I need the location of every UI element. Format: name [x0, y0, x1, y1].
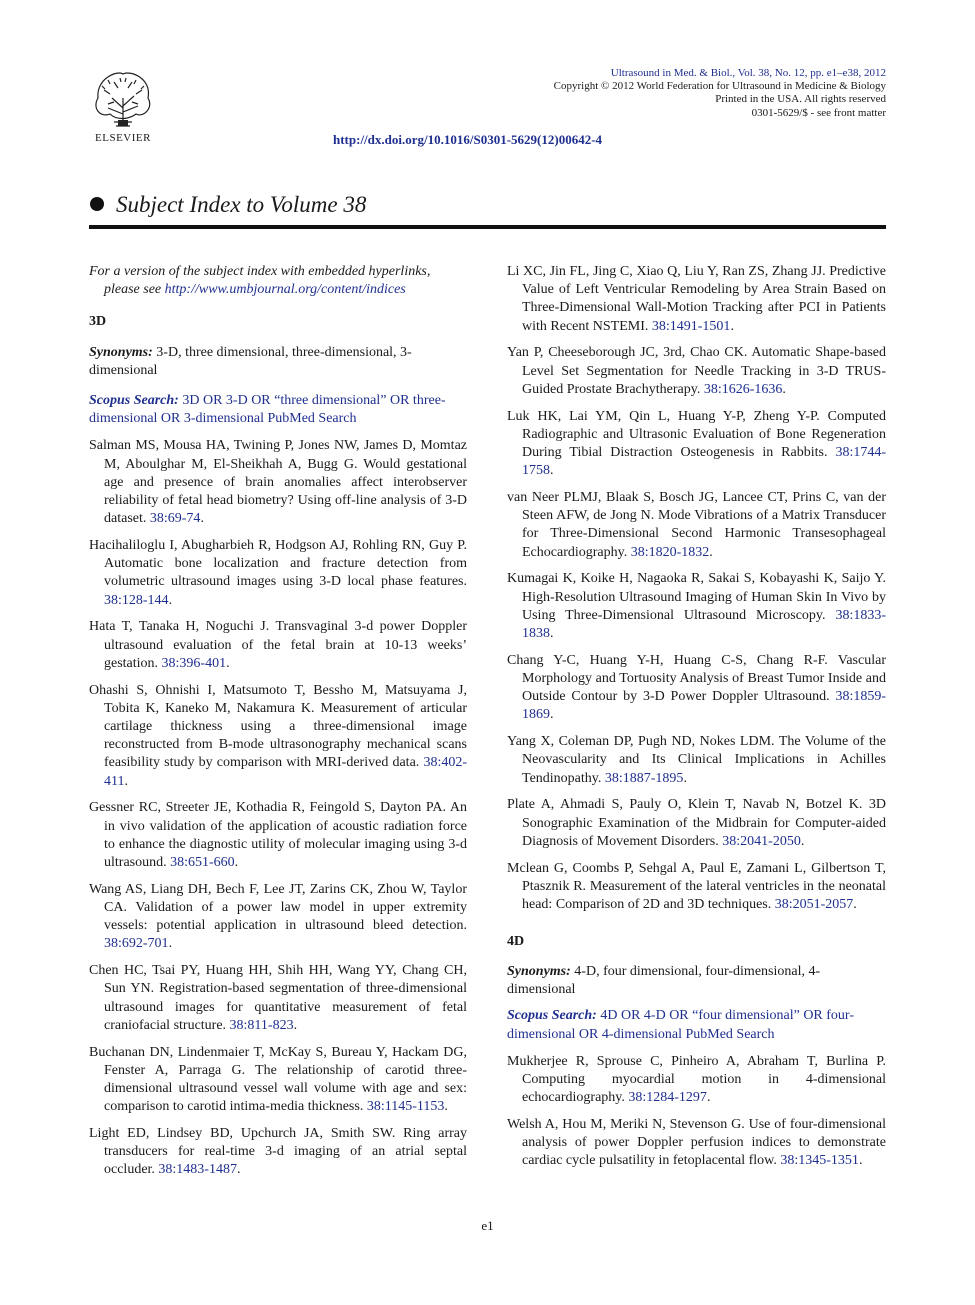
entry-reference-link[interactable]: 38:396-401: [161, 655, 227, 671]
entry-text: Hacihaliloglu I, Abugharbieh R, Hodgson AJ, Rohling RN, Guy P. Automatic bone localization and fracture detection from volumetric ultrasound images using 3-D local phase features.: [89, 538, 467, 590]
entry-text: Gessner RC, Streeter JE, Kothadia R, Feingold S, Dayton PA. An in vivo validation of the application of acoustic radiation force to enhance the diagnostic utility of molecular imaging using 3-d ultrasound.: [89, 800, 467, 871]
scopus-query: 4D OR 4-D OR “four dimensional” OR four-dimensional OR 4-dimensional PubMed Search: [507, 1008, 854, 1042]
entry-text: Wang AS, Liang DH, Bech F, Lee JT, Zarins CK, Zhou W, Taylor CA. Validation of a power law model in upper extremity vessels: potential application in ultrasound bleed detection.: [89, 881, 467, 934]
page-number: e1: [481, 1218, 494, 1233]
right-column: [507, 263, 886, 1179]
index-entry: Welsh A, Hou M, Meriki N, Stevenson G. Use of four-dimensional analysis of power Doppler perfusion indices to demonstrate cardiac cycle pulsatility in fetoplacental flow. 38:1345-1351.: [507, 1117, 886, 1169]
index-entry: Li XC, Jin FL, Jing C, Xiao Q, Liu Y, Ran ZS, Zhang JJ. Predictive Value of Left Ventricular Remodeling by Area Strain Based on Three-Dimensional Wall-Motion Tracking after PCI in Patients with Recent NSTEMI. 38:1491-1501.: [507, 264, 886, 334]
entry-text: Yang X, Coleman DP, Pugh ND, Nokes LDM. The Volume of the Neovascularity and Its Clinical Implications in Achilles Tendinopathy.: [507, 734, 886, 786]
entry-reference-link[interactable]: 38:1744-1758: [522, 445, 886, 479]
index-entry: Luk HK, Lai YM, Qin L, Huang Y-P, Zheng Y-P. Computed Radiographic and Ultrasonic Evaluation of Bone Regeneration During Tibial Distraction Osteogenesis in Rabbits. 38:1744-1758.: [507, 408, 886, 479]
entry-reference-link[interactable]: 38:1483-1487: [158, 1162, 237, 1178]
section-heading-3d: 3D: [89, 314, 107, 330]
index-entry: Mclean G, Coombs P, Sehgal A, Paul E, Zamani L, Gilbertson T, Ptasznik R. Measurement of the lateral ventricles in the neonatal head: Comparison of 2D and 3D techniques. 38:2051-2057.: [507, 860, 886, 913]
index-entry: Ohashi S, Ohnishi I, Matsumoto T, Bessho M, Matsuyama J, Tobita K, Kaneko M, Nakamura K. Measurement of articular cartilage thickness using a three-dimensional image reconstructed from B-mode ultrasonography mechanical scans feasibility study by comparison with MRI-derived data. 38:402-411.: [89, 682, 467, 789]
entry-text: Buchanan DN, Lindenmaier T, McKay S, Bureau Y, Hackam DG, Fenster A, Parraga G. The relationship of carotid three-dimensional ultrasound vessel wall volume with age and sex: comparison to carotid intima-media thickness.: [89, 1044, 467, 1115]
entry-reference-link[interactable]: 38:128-144: [104, 592, 169, 608]
issn-line: 0301-5629/$ - see front matter: [751, 106, 886, 119]
entry-text: Plate A, Ahmadi S, Pauly O, Klein T, Navab N, Botzel K. 3D Sonographic Examination of the Midbrain for Computer-aided Diagnosis of Movement Disorders.: [507, 797, 886, 849]
entry-text: Kumagai K, Koike H, Nagaoka R, Sakai S, Kobayashi K, Saijo Y. High-Resolution Ultrasound Imaging of Human Skin In Vivo by Using Three-Dimensional Ultrasound Microscopy.: [507, 571, 886, 623]
entry-reference-link[interactable]: 38:2051-2057: [774, 897, 854, 913]
entry-text: Chen HC, Tsai PY, Huang HH, Shih HH, Wang YY, Chang CH, Sun YN. Registration-based segmentation of three-dimensional ultrasound images for quantitative measurement of fetal craniofacial structure.: [89, 963, 467, 1033]
index-entry: Plate A, Ahmadi S, Pauly O, Klein T, Navab N, Botzel K. 3D Sonographic Examination of the Midbrain for Computer-aided Diagnosis of Movement Disorders. 38:2041-2050.: [507, 797, 886, 849]
entry-reference-link[interactable]: 38:1887-1895: [604, 770, 684, 786]
synonyms-3d: [89, 344, 467, 380]
entry-text: Salman MS, Mousa HA, Twining P, Jones NW, James D, Momtaz M, Aboulghar M, El-Sheikhah A, Bugg G. Would gestational age and presence of brain anomalies affect interobserver reliability of fetal head biometry? Using off-line analysis of 3-D dataset.: [89, 438, 467, 527]
entry-reference-link[interactable]: 38:1859-1869: [522, 689, 886, 723]
entry-text: Mclean G, Coombs P, Sehgal A, Paul E, Zamani L, Gilbertson T, Ptasznik R. Measurement of the lateral ventricles in the neonatal head: Comparison of 2D and 3D techniques.: [507, 860, 886, 913]
entry-list-3d-continued: [507, 263, 886, 914]
entry-text: Light ED, Lindsey BD, Upchurch JA, Smith SW. Ring array transducers for real-time 3-d imaging of an atrial septal occluder.: [89, 1126, 467, 1178]
intro-paragraph: [89, 263, 467, 299]
entry-reference-link[interactable]: 38:1284-1297: [628, 1090, 707, 1106]
entry-reference-link[interactable]: 38:402-411: [104, 755, 467, 789]
scopus-label: Scopus Search:: [507, 1008, 597, 1024]
index-entry: Buchanan DN, Lindenmaier T, McKay S, Bureau Y, Hackam DG, Fenster A, Parraga G. The relationship of carotid three-dimensional ultrasound vessel wall volume with age and sex: comparison to carotid intima-media thickness. 38:1145-1153.: [89, 1044, 467, 1115]
index-entry: Gessner RC, Streeter JE, Kothadia R, Feingold S, Dayton PA. An in vivo validation of the application of acoustic radiation force to enhance the diagnostic utility of molecular imaging using 3-d ultrasound. 38:651-660.: [89, 800, 467, 871]
entry-reference-link[interactable]: 38:1145-1153: [366, 1099, 445, 1115]
synonyms-text: 4-D, four dimensional, four-dimensional, 4-dimensional: [507, 964, 821, 998]
left-column: [89, 263, 467, 1188]
entry-reference-link[interactable]: 38:1833-1838: [522, 607, 886, 642]
entry-text: Hata T, Tanaka H, Noguchi J. Transvaginal 3-d power Doppler ultrasound evaluation of the fetal brain at 10-13 weeks’ gestation.: [89, 619, 467, 671]
synonyms-label: Synonyms:: [89, 344, 153, 360]
entry-reference-link[interactable]: 38:692-701: [104, 936, 169, 952]
journal-header: [554, 67, 886, 120]
entry-text: Welsh A, Hou M, Meriki N, Stevenson G. Use of four-dimensional analysis of power Doppler perfusion indices to demonstrate cardiac cycle pulsatility in fetoplacental flow.: [507, 1117, 886, 1169]
entry-list-4d: [507, 1053, 886, 1171]
entry-text: Yan P, Cheeseborough JC, 3rd, Chao CK. Automatic Shape-based Level Set Segmentation for Needle Tracking in 3-D TRUS-Guided Prostate Brachytherapy.: [507, 345, 886, 397]
entry-text: Ohashi S, Ohnishi I, Matsumoto T, Bessho M, Matsuyama J, Tobita K, Kaneko M, Nakamura K. Measurement of articular cartilage thickness using a three-dimensional image reconstructed from B-mode ultrasonography mechanical scans feasibility study by comparison with MRI-derived data.: [89, 682, 467, 771]
entry-text: Mukherjee R, Sprouse C, Pinheiro A, Abraham T, Burlina P. Computing myocardial motion in 4-dimensional echocardiography.: [507, 1053, 886, 1106]
entry-reference-link[interactable]: 38:1820-1832: [630, 544, 710, 560]
entry-list-3d: [89, 437, 467, 1179]
entry-reference-link[interactable]: 38:2041-2050: [722, 833, 801, 849]
index-entry: Yan P, Cheeseborough JC, 3rd, Chao CK. Automatic Shape-based Level Set Segmentation for Needle Tracking in 3-D TRUS-Guided Prostate Brachytherapy. 38:1626-1636.: [507, 345, 886, 397]
synonyms-label: Synonyms:: [507, 964, 571, 980]
entry-reference-link[interactable]: 38:1345-1351: [780, 1153, 859, 1169]
index-entry: Kumagai K, Koike H, Nagaoka R, Sakai S, Kobayashi K, Saijo Y. High-Resolution Ultrasound Imaging of Human Skin In Vivo by Using Three-Dimensional Ultrasound Microscopy. 38:1833-1838.: [507, 571, 886, 642]
index-entry: Chang Y-C, Huang Y-H, Huang C-S, Chang R-F. Vascular Morphology and Tortuosity Analysis of Breast Tumor Inside and Outside Contour by 3-D Power Doppler Ultrasound. 38:1859-1869.: [507, 652, 886, 723]
entry-text: van Neer PLMJ, Blaak S, Bosch JG, Lancee CT, Prins C, van der Steen AFW, de Jong N. Mode Vibrations of a Matrix Transducer for Three-Dimensional Second Harmonic Transesophageal Echocardiography.: [507, 490, 886, 560]
scopus-label: Scopus Search:: [89, 393, 179, 409]
indices-link[interactable]: http://www.umbjournal.org/content/indices: [164, 282, 406, 298]
synonyms-4d: [507, 963, 886, 999]
index-entry: Chen HC, Tsai PY, Huang HH, Shih HH, Wang YY, Chang CH, Sun YN. Registration-based segmentation of three-dimensional ultrasound images for quantitative measurement of fetal craniofacial structure. 38:811-823.: [89, 963, 467, 1033]
entry-reference-link[interactable]: 38:1491-1501: [651, 318, 731, 334]
index-entry: Mukherjee R, Sprouse C, Pinheiro A, Abraham T, Burlina P. Computing myocardial motion in 4-dimensional echocardiography. 38:1284-1297.: [507, 1053, 886, 1106]
index-entry: Yang X, Coleman DP, Pugh ND, Nokes LDM. The Volume of the Neovascularity and Its Clinical Implications in Achilles Tendinopathy. 38:1887-1895.: [507, 734, 886, 786]
doi-link[interactable]: http://dx.doi.org/10.1016/S0301-5629(12)00642-4: [333, 132, 603, 147]
entry-text: Luk HK, Lai YM, Qin L, Huang Y-P, Zheng Y-P. Computed Radiographic and Ultrasonic Evaluation of Bone Regeneration During Tibial Distraction Osteogenesis in Rabbits.: [507, 408, 886, 461]
index-entry: Hata T, Tanaka H, Noguchi J. Transvaginal 3-d power Doppler ultrasound evaluation of the fetal brain at 10-13 weeks’ gestation. 38:396-401.: [89, 619, 467, 671]
intro-text: For a version of the subject index with embedded hyperlinks, please see: [89, 264, 431, 298]
entry-reference-link[interactable]: 38:811-823: [229, 1017, 294, 1033]
synonyms-text: 3-D, three dimensional, three-dimensional, 3-dimensional: [89, 344, 412, 378]
entry-reference-link[interactable]: 38:69-74: [149, 511, 201, 527]
scopus-query: 3D OR 3-D OR “three dimensional” OR three-dimensional OR 3-dimensional PubMed Search: [89, 393, 446, 427]
page-title: Subject Index to Volume 38: [116, 192, 367, 217]
copyright-line: Copyright © 2012 World Federation for Ultrasound in Medicine & Biology: [553, 80, 886, 93]
journal-citation-link[interactable]: Ultrasound in Med. & Biol., Vol. 38, No. 12, pp. e1–e38, 2012: [610, 67, 886, 79]
index-entry: Light ED, Lindsey BD, Upchurch JA, Smith SW. Ring array transducers for real-time 3-d imaging of an atrial septal occluder. 38:1483-1487.: [89, 1126, 467, 1178]
index-entry: van Neer PLMJ, Blaak S, Bosch JG, Lancee CT, Prins C, van der Steen AFW, de Jong N. Mode Vibrations of a Matrix Transducer for Three-Dimensional Second Harmonic Transesophageal Echocardiography. 38:1820-1832.: [507, 490, 886, 560]
publisher-name: ELSEVIER: [95, 132, 151, 144]
index-entry: Salman MS, Mousa HA, Twining P, Jones NW, James D, Momtaz M, Aboulghar M, El-Sheikhah A, Bugg G. Would gestational age and presence of brain anomalies affect interobserver reliability of fetal head biometry? Using off-line analysis of 3-D dataset. 38:69-74.: [89, 438, 467, 527]
section-heading-4d: 4D: [507, 933, 525, 949]
title-bullet-icon: [90, 197, 104, 211]
printed-line: Printed in the USA. All rights reserved: [715, 93, 886, 106]
entry-reference-link[interactable]: 38:651-660: [170, 855, 235, 871]
entry-text: Li XC, Jin FL, Jing C, Xiao Q, Liu Y, Ran ZS, Zhang JJ. Predictive Value of Left Ventricular Remodeling by Area Strain Based on Three-Dimensional Wall-Motion Tracking after PCI in Patients with Recent NSTEMI.: [507, 264, 886, 334]
title-divider: [89, 225, 886, 229]
scopus-search-3d-link[interactable]: [89, 392, 467, 428]
entry-text: Chang Y-C, Huang Y-H, Huang C-S, Chang R-F. Vascular Morphology and Tortuosity Analysis of Breast Tumor Inside and Outside Contour by 3-D Power Doppler Ultrasound.: [507, 652, 886, 705]
index-entry: Wang AS, Liang DH, Bech F, Lee JT, Zarins CK, Zhou W, Taylor CA. Validation of a power law model in upper extremity vessels: potential application in ultrasound bleed detection. 38:692-701.: [89, 881, 467, 952]
entry-reference-link[interactable]: 38:1626-1636: [703, 381, 783, 397]
index-entry: Hacihaliloglu I, Abugharbieh R, Hodgson AJ, Rohling RN, Guy P. Automatic bone localization and fracture detection from volumetric ultrasound images using 3-D local phase features. 38:128-144.: [89, 538, 467, 608]
elsevier-logo: [88, 68, 158, 146]
scopus-search-4d-link[interactable]: [507, 1007, 886, 1043]
